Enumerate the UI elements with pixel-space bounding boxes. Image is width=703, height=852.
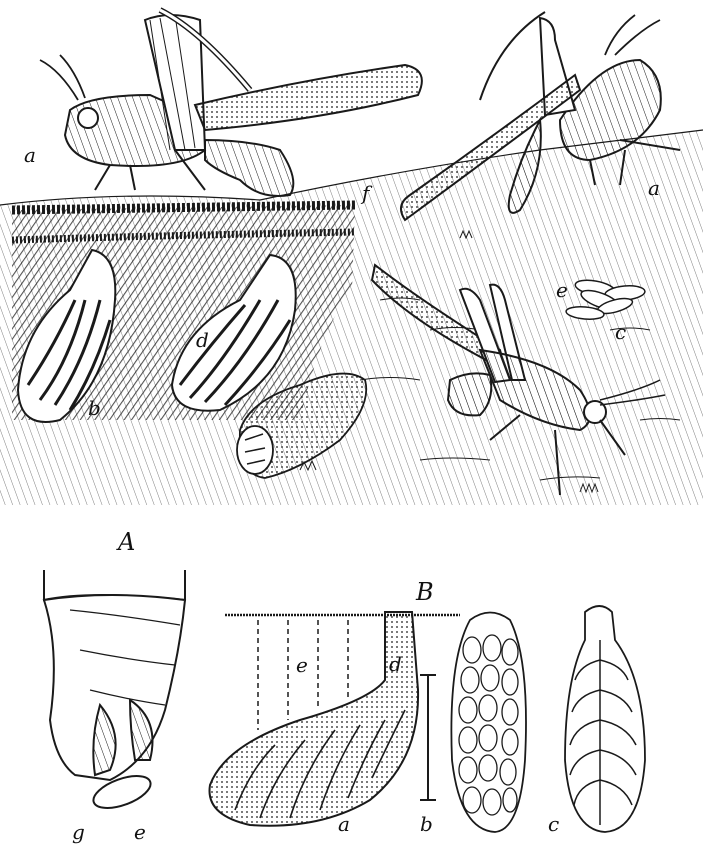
label-e-A: e <box>134 820 146 844</box>
label-c-top: c <box>615 320 627 344</box>
label-d-B: d <box>389 652 402 676</box>
label-b-B: b <box>420 812 433 836</box>
label-g-A: g <box>72 820 85 844</box>
scale-bar <box>420 675 436 800</box>
egg-mass-c <box>565 606 645 832</box>
egg-pod-in-burrow <box>210 612 419 826</box>
label-d-top: d <box>196 328 209 352</box>
label-c-B: c <box>548 812 560 836</box>
label-b-top: b <box>88 396 101 420</box>
egg-mass-b <box>451 613 526 833</box>
label-a-B: a <box>338 812 350 836</box>
label-A: A <box>118 528 136 556</box>
label-a-top-right: a <box>648 176 660 200</box>
label-e-top: e <box>556 278 568 302</box>
label-e-B: e <box>296 653 308 677</box>
label-B: B <box>416 578 434 606</box>
figure-A-abdomen <box>44 570 185 814</box>
label-f: f <box>362 181 370 205</box>
label-a-top-left: a <box>24 143 36 167</box>
locust-top-left <box>40 10 422 196</box>
